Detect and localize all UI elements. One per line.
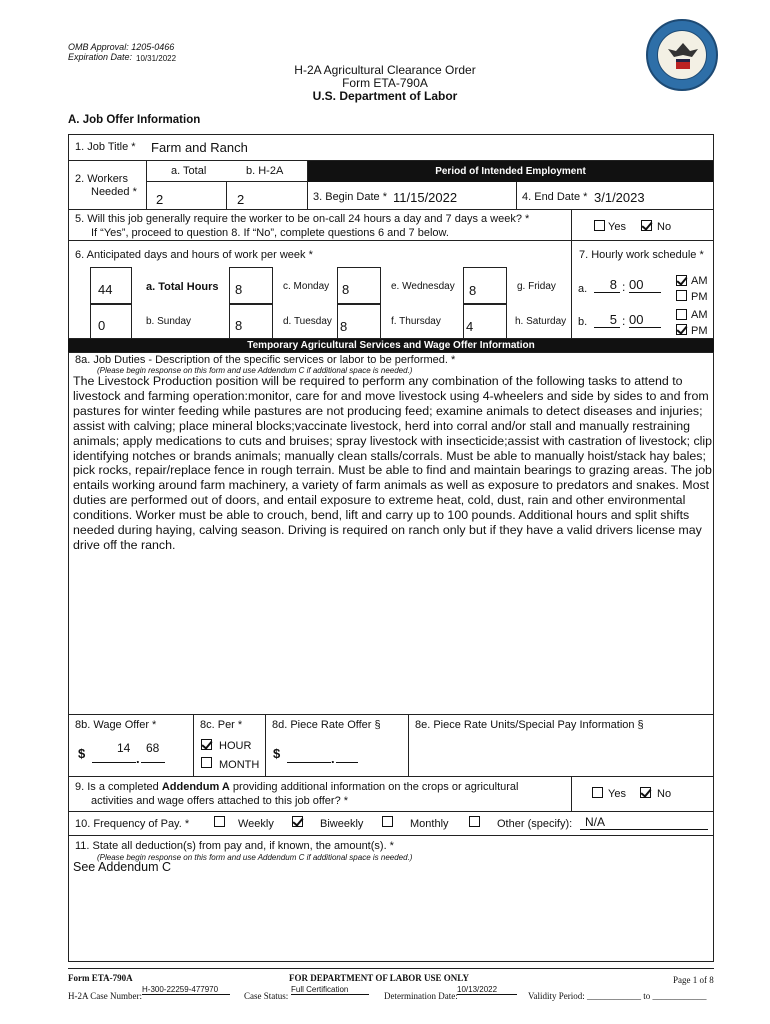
schedule-a-minute[interactable]: 00 <box>629 277 661 293</box>
q9-question: 9. Is a completed Addendum A providing additional information on the crops or agricultural <box>75 781 519 793</box>
job-title-label: 1. Job Title * <box>75 141 136 153</box>
footer-form: Form ETA-790A <box>68 973 133 983</box>
pay-biweekly-checkbox[interactable] <box>292 816 303 827</box>
saturday-label: h. Saturday <box>515 316 567 327</box>
validity-period: Validity Period: ____________ to ____________ <box>528 991 707 1001</box>
end-date-label: 4. End Date * <box>522 191 588 203</box>
q9-no-label: No <box>657 788 672 800</box>
footer-dol-use: FOR DEPARTMENT OF LABOR USE ONLY <box>289 973 469 983</box>
q5-instruction: If “Yes”, proceed to question 8. If “No”, complete questions 6 and 7 below. <box>91 227 449 239</box>
case-number-label: H-2A Case Number: <box>68 991 142 1001</box>
q8b-label: 8b. Wage Offer * <box>75 719 157 731</box>
expiration-value: 10/31/2022 <box>136 54 177 63</box>
schedule-a-pm-checkbox[interactable] <box>676 290 687 301</box>
wage-dollars-value[interactable]: 14 <box>117 741 131 755</box>
q8e-label: 8e. Piece Rate Units/Special Pay Information § <box>415 719 644 731</box>
expiration-label: Expiration Date: <box>68 52 133 62</box>
q5-no-label: No <box>657 221 672 233</box>
determination-label: Determination Date: <box>384 991 458 1001</box>
pay-biweekly-label: Biweekly <box>320 818 364 830</box>
wage-cents-value[interactable]: 68 <box>146 741 160 755</box>
q9-no-checkbox[interactable] <box>640 787 651 798</box>
schedule-a-hour[interactable]: 8 <box>594 277 620 293</box>
q10-label: 10. Frequency of Pay. * <box>75 818 190 830</box>
footer-page: Page 1 of 8 <box>673 975 714 985</box>
total-workers-value[interactable]: 2 <box>156 192 164 207</box>
per-month-label: MONTH <box>219 759 260 771</box>
pay-monthly-checkbox[interactable] <box>382 816 393 827</box>
end-date-value[interactable]: 3/1/2023 <box>594 190 645 205</box>
thursday-value[interactable]: 4 <box>466 319 474 334</box>
pay-other-value[interactable]: N/A <box>580 815 708 830</box>
begin-date-label: 3. Begin Date * <box>313 191 387 203</box>
q9-yes-checkbox[interactable] <box>592 787 603 798</box>
q5-question: 5. Will this job generally require the worker to be on-call 24 hours a day and 7 days a week? * <box>75 213 530 225</box>
section-a-heading: A. Job Offer Information <box>68 114 201 126</box>
q5-yes-checkbox[interactable] <box>594 220 605 231</box>
case-status-label: Case Status: <box>244 991 289 1001</box>
pay-weekly-label: Weekly <box>238 818 274 830</box>
workers-needed-label: Needed * <box>91 186 137 198</box>
form-title: H-2A Agricultural Clearance Order <box>294 63 476 77</box>
job-duties-text[interactable]: The Livestock Production position will be required to perform any combination of the following tasks to attend to livestock and farming operation:monitor, care for and move livestock using 4-wheelers and side by sides to and from pastures for winter feeding while pastures are not producing feed; examine animals to detect diseases and injuries; assist with calving; place mineral blocks;vaccinate livestock, herd into corral and/or stall and manually restraining animals; apply medications to cuts and bruises; spray livestock with insecticide;assist with castration of livestock; clip identifying notches or brands animals; manually clean stalls/corrals. Must be able to manually hoist/stack hay bales; pick rocks, repair/replace fence in rough terrain. Must be able to find and maintain bearings to grazing areas. The job entails working around farm machinery, a variety of farm animals as well as exposure to predators and snakes. Most duties are performed out of doors, and entail exposure to extreme heat, cold, dust, rain and other environmental conditions. Worker must be able to crouch, bend, lift and carry up to 100 pounds. Additional hours and split shifts needed during haying, calving season. Driving is required on ranch only but if they have a valid drivers license may drive off the ranch. <box>73 374 713 552</box>
deductions-value[interactable]: See Addendum C <box>73 860 171 874</box>
tuesday-label: d. Tuesday <box>283 316 332 327</box>
schedule-b-label: b. <box>578 316 588 328</box>
schedule-b-minute[interactable]: 00 <box>629 312 661 328</box>
schedule-b-pm-checkbox[interactable] <box>676 324 687 335</box>
q8a-label: 8a. Job Duties - Description of the specific services or labor to be performed. * <box>75 354 456 366</box>
services-bar: Temporary Agricultural Services and Wage Offer Information <box>68 339 714 352</box>
q11-label: 11. State all deduction(s) from pay and, if known, the amount(s). * <box>75 840 394 852</box>
per-hour-checkbox[interactable] <box>201 739 212 750</box>
schedule-b-hour[interactable]: 5 <box>594 312 620 328</box>
case-status-value: Full Certification <box>291 985 369 995</box>
total-hours-value[interactable]: 44 <box>98 282 113 297</box>
q8a-note: (Please begin response on this form and use Addendum C if additional space is needed.) <box>97 366 413 375</box>
pay-other-label: Other (specify): <box>497 818 573 830</box>
sunday-label: b. Sunday <box>146 316 192 327</box>
wednesday-label: e. Wednesday <box>391 281 455 292</box>
schedule-a-label: a. <box>578 283 588 295</box>
q9-yes-label: Yes <box>608 788 626 800</box>
friday-label: g. Friday <box>517 281 556 292</box>
schedule-b-am-checkbox[interactable] <box>676 309 687 320</box>
case-number-value: H-300-22259-477970 <box>142 985 230 995</box>
sunday-hours-value[interactable]: 0 <box>98 318 106 333</box>
pay-monthly-label: Monthly <box>410 818 449 830</box>
q5-no-checkbox[interactable] <box>641 220 652 231</box>
period-header: Period of Intended Employment <box>308 161 713 182</box>
total-hours-label: a. Total Hours <box>146 281 219 293</box>
schedule-a-am-checkbox[interactable] <box>676 275 687 286</box>
wednesday-value[interactable]: 8 <box>469 283 477 298</box>
total-hours-b-value[interactable]: 8 <box>235 282 243 297</box>
q11-note: (Please begin response on this form and use Addendum C if additional space is needed.) <box>97 853 413 862</box>
per-hour-label: HOUR <box>219 740 252 752</box>
department-name: U.S. Department of Labor <box>312 89 458 103</box>
q8d-label: 8d. Piece Rate Offer § <box>272 719 381 731</box>
sunday-b-value[interactable]: 8 <box>235 318 243 333</box>
form-number: Form ETA-790A <box>342 76 428 90</box>
workers-label: 2. Workers <box>75 173 128 185</box>
omb-approval: OMB Approval: 1205-0466 <box>68 42 175 52</box>
job-title-value[interactable]: Farm and Ranch <box>151 140 248 155</box>
dol-seal-icon <box>646 19 718 91</box>
monday-value[interactable]: 8 <box>342 282 350 297</box>
h2a-label: b. H-2A <box>246 165 284 177</box>
begin-date-value[interactable]: 11/15/2022 <box>393 190 458 205</box>
q9-question-line2: activities and wage offers attached to this job offer? * <box>91 795 349 807</box>
q7-label: 7. Hourly work schedule * <box>579 249 704 261</box>
q6-label: 6. Anticipated days and hours of work per week * <box>75 249 313 261</box>
tuesday-value[interactable]: 8 <box>340 319 348 334</box>
q8c-label: 8c. Per * <box>200 719 243 731</box>
q5-yes-label: Yes <box>608 221 626 233</box>
h2a-workers-value[interactable]: 2 <box>237 192 245 207</box>
monday-label: c. Monday <box>283 281 330 292</box>
pay-weekly-checkbox[interactable] <box>214 816 225 827</box>
thursday-label: f. Thursday <box>391 316 441 327</box>
per-month-checkbox[interactable] <box>201 757 212 768</box>
total-label: a. Total <box>171 165 207 177</box>
pay-other-checkbox[interactable] <box>469 816 480 827</box>
determination-value: 10/13/2022 <box>457 985 517 995</box>
